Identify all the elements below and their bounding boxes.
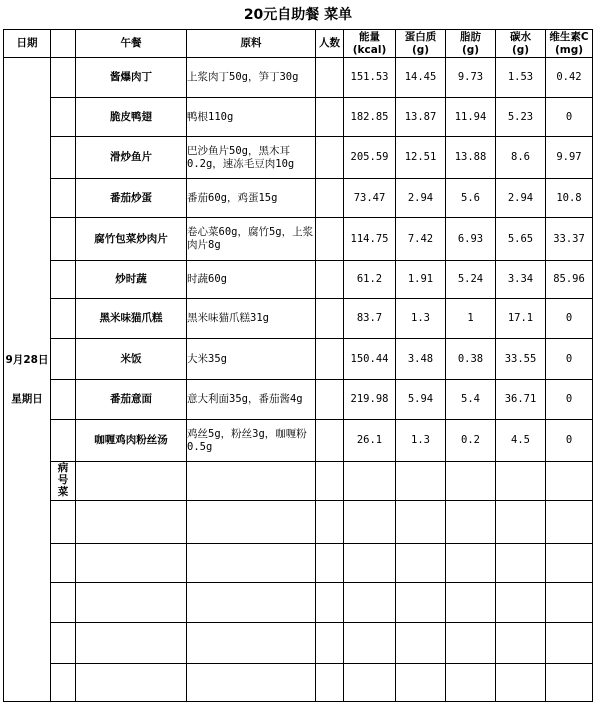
dish-carb: 3.34 xyxy=(496,261,546,299)
dish-protein: 3.48 xyxy=(396,339,446,380)
dish-protein: 12.51 xyxy=(396,137,446,179)
menu-title: 20元自助餐 菜单 xyxy=(243,7,353,23)
dish-ingredients: 黑米味猫爪糕31g xyxy=(187,299,316,339)
dish-carb xyxy=(496,501,546,544)
blank-cell xyxy=(51,137,76,179)
sick-menu-row xyxy=(4,623,593,664)
dish-protein xyxy=(396,583,446,623)
dish-energy: 114.75 xyxy=(344,218,396,261)
dish-energy: 26.1 xyxy=(344,420,396,462)
menu-row xyxy=(4,98,593,137)
dish-energy: 83.7 xyxy=(344,299,396,339)
dish-vitamin-c: 9.97 xyxy=(546,137,593,179)
dish-carb: 4.5 xyxy=(496,420,546,462)
dish-fat: 9.73 xyxy=(446,58,496,98)
blank-cell xyxy=(51,420,76,462)
blank-cell xyxy=(51,544,76,583)
dish-energy: 151.53 xyxy=(344,58,396,98)
dish-energy xyxy=(344,462,396,501)
dish-vitamin-c: 0 xyxy=(546,380,593,420)
dish-name xyxy=(76,664,187,702)
dish-people xyxy=(316,58,344,98)
dish-vitamin-c xyxy=(546,664,593,702)
dish-vitamin-c: 0 xyxy=(546,339,593,380)
dish-fat xyxy=(446,623,496,664)
dish-vitamin-c xyxy=(546,501,593,544)
dish-protein: 2.94 xyxy=(396,179,446,218)
sick-menu-row xyxy=(4,462,593,501)
dish-name xyxy=(76,462,187,501)
dish-protein: 7.42 xyxy=(396,218,446,261)
header-row xyxy=(4,30,593,58)
header-energy xyxy=(344,30,396,58)
header-carb-unit: (g) xyxy=(511,43,530,56)
dish-people xyxy=(316,664,344,702)
header-vitamin-c-unit: (mg) xyxy=(554,43,584,56)
menu-row xyxy=(4,420,593,462)
menu-table xyxy=(3,29,593,702)
header-protein xyxy=(396,30,446,58)
sick-label-char: 号 xyxy=(57,474,69,486)
blank-cell xyxy=(51,380,76,420)
blank-cell xyxy=(51,299,76,339)
blank-cell xyxy=(51,339,76,380)
dish-people xyxy=(316,98,344,137)
dish-energy: 219.98 xyxy=(344,380,396,420)
dish-carb xyxy=(496,462,546,501)
dish-fat: 5.6 xyxy=(446,179,496,218)
header-fat-name: 脂肪 xyxy=(460,30,481,43)
dish-vitamin-c: 10.8 xyxy=(546,179,593,218)
menu-row xyxy=(4,218,593,261)
blank-cell xyxy=(51,218,76,261)
dish-protein xyxy=(396,664,446,702)
dish-people xyxy=(316,339,344,380)
dish-ingredients: 巴沙鱼片50g，黑木耳0.2g，速冻毛豆肉10g xyxy=(187,137,316,179)
dish-protein: 13.87 xyxy=(396,98,446,137)
dish-name: 黑米味猫爪糕 xyxy=(76,299,187,339)
dish-fat: 1 xyxy=(446,299,496,339)
dish-ingredients: 上浆肉丁50g，笋丁30g xyxy=(187,58,316,98)
dish-carb: 36.71 xyxy=(496,380,546,420)
dish-carb: 5.23 xyxy=(496,98,546,137)
dish-vitamin-c xyxy=(546,544,593,583)
dish-people xyxy=(316,261,344,299)
dish-vitamin-c xyxy=(546,623,593,664)
dish-ingredients xyxy=(187,544,316,583)
dish-protein xyxy=(396,501,446,544)
dish-people xyxy=(316,501,344,544)
header-meal: 午餐 xyxy=(76,30,187,58)
dish-protein: 5.94 xyxy=(396,380,446,420)
dish-ingredients xyxy=(187,664,316,702)
dish-name: 米饭 xyxy=(76,339,187,380)
dish-fat: 0.38 xyxy=(446,339,496,380)
dish-fat xyxy=(446,583,496,623)
sick-menu-label xyxy=(51,462,76,501)
dish-people xyxy=(316,299,344,339)
dish-vitamin-c xyxy=(546,462,593,501)
dish-fat: 5.4 xyxy=(446,380,496,420)
dish-carb: 2.94 xyxy=(496,179,546,218)
header-blank xyxy=(51,30,76,58)
dish-protein: 1.3 xyxy=(396,420,446,462)
dish-name: 咖喱鸡肉粉丝汤 xyxy=(76,420,187,462)
blank-cell xyxy=(51,58,76,98)
blank-cell xyxy=(51,664,76,702)
dish-vitamin-c: 0 xyxy=(546,98,593,137)
dish-carb: 33.55 xyxy=(496,339,546,380)
dish-ingredients: 卷心菜60g，腐竹5g，上浆肉片8g xyxy=(187,218,316,261)
dish-carb: 1.53 xyxy=(496,58,546,98)
menu-row xyxy=(4,179,593,218)
dish-energy: 182.85 xyxy=(344,98,396,137)
dish-carb xyxy=(496,544,546,583)
dish-name: 滑炒鱼片 xyxy=(76,137,187,179)
dish-vitamin-c xyxy=(546,583,593,623)
date-cell xyxy=(4,58,51,702)
header-date: 日期 xyxy=(4,30,51,58)
sick-menu-row xyxy=(4,544,593,583)
sick-label-char: 病 xyxy=(57,462,69,474)
dish-energy xyxy=(344,664,396,702)
dish-people xyxy=(316,218,344,261)
dish-name: 酱爆肉丁 xyxy=(76,58,187,98)
dish-fat xyxy=(446,664,496,702)
dish-ingredients: 大米35g xyxy=(187,339,316,380)
dish-name xyxy=(76,544,187,583)
dish-name xyxy=(76,501,187,544)
dish-vitamin-c: 0 xyxy=(546,299,593,339)
dish-fat: 0.2 xyxy=(446,420,496,462)
blank-cell xyxy=(51,623,76,664)
dish-people xyxy=(316,623,344,664)
blank-cell xyxy=(51,98,76,137)
dish-carb xyxy=(496,583,546,623)
header-fat xyxy=(446,30,496,58)
dish-fat: 11.94 xyxy=(446,98,496,137)
dish-ingredients: 时蔬60g xyxy=(187,261,316,299)
header-fat-unit: (g) xyxy=(461,43,480,56)
header-people: 人数 xyxy=(316,30,344,58)
header-protein-name: 蛋白质 xyxy=(404,30,437,43)
dish-protein xyxy=(396,623,446,664)
dish-protein: 14.45 xyxy=(396,58,446,98)
dish-people xyxy=(316,462,344,501)
blank-cell xyxy=(51,261,76,299)
blank-cell xyxy=(51,179,76,218)
header-ingredients: 原料 xyxy=(187,30,316,58)
dish-vitamin-c: 33.37 xyxy=(546,218,593,261)
header-carb-name: 碳水 xyxy=(510,30,531,43)
dish-energy xyxy=(344,583,396,623)
menu-row xyxy=(4,261,593,299)
blank-cell xyxy=(51,501,76,544)
dish-energy: 150.44 xyxy=(344,339,396,380)
dish-fat: 13.88 xyxy=(446,137,496,179)
menu-row xyxy=(4,137,593,179)
dish-vitamin-c: 0 xyxy=(546,420,593,462)
header-energy-unit: (kcal) xyxy=(352,43,387,56)
dish-carb: 8.6 xyxy=(496,137,546,179)
dish-energy xyxy=(344,544,396,583)
dish-carb: 5.65 xyxy=(496,218,546,261)
dish-energy: 61.2 xyxy=(344,261,396,299)
menu-row xyxy=(4,339,593,380)
dish-carb: 17.1 xyxy=(496,299,546,339)
dish-name: 番茄炒蛋 xyxy=(76,179,187,218)
dish-name: 脆皮鸭翅 xyxy=(76,98,187,137)
dish-people xyxy=(316,179,344,218)
dish-people xyxy=(316,380,344,420)
dish-vitamin-c: 0.42 xyxy=(546,58,593,98)
dish-people xyxy=(316,420,344,462)
menu-row xyxy=(4,58,593,98)
dish-protein: 1.91 xyxy=(396,261,446,299)
dish-people xyxy=(316,583,344,623)
menu-row xyxy=(4,380,593,420)
blank-cell xyxy=(51,583,76,623)
dish-energy: 73.47 xyxy=(344,179,396,218)
dish-protein: 1.3 xyxy=(396,299,446,339)
dish-name xyxy=(76,623,187,664)
dish-ingredients xyxy=(187,501,316,544)
sick-menu-row xyxy=(4,583,593,623)
dish-fat xyxy=(446,501,496,544)
dish-ingredients: 番茄60g，鸡蛋15g xyxy=(187,179,316,218)
dish-energy xyxy=(344,501,396,544)
dish-fat: 6.93 xyxy=(446,218,496,261)
dish-name: 炒时蔬 xyxy=(76,261,187,299)
dish-protein xyxy=(396,462,446,501)
sick-menu-row xyxy=(4,664,593,702)
dish-people xyxy=(316,544,344,583)
dish-name: 番茄意面 xyxy=(76,380,187,420)
dish-carb xyxy=(496,664,546,702)
date-day: 9月28日 xyxy=(5,353,49,366)
dish-name: 腐竹包菜炒肉片 xyxy=(76,218,187,261)
dish-carb xyxy=(496,623,546,664)
dish-ingredients xyxy=(187,623,316,664)
sick-menu-row xyxy=(4,501,593,544)
dish-name xyxy=(76,583,187,623)
dish-fat xyxy=(446,544,496,583)
date-weekday: 星期日 xyxy=(11,392,43,405)
dish-ingredients xyxy=(187,462,316,501)
dish-fat: 5.24 xyxy=(446,261,496,299)
header-energy-name: 能量 xyxy=(359,30,380,43)
dish-ingredients: 鸡丝5g，粉丝3g，咖喱粉0.5g xyxy=(187,420,316,462)
header-vitamin-c-name: 维生素C xyxy=(549,30,589,43)
dish-vitamin-c: 85.96 xyxy=(546,261,593,299)
dish-ingredients: 意大利面35g，番茄酱4g xyxy=(187,380,316,420)
menu-row xyxy=(4,299,593,339)
header-vitamin-c xyxy=(546,30,593,58)
dish-energy: 205.59 xyxy=(344,137,396,179)
dish-ingredients: 鸭根110g xyxy=(187,98,316,137)
dish-people xyxy=(316,137,344,179)
header-carb xyxy=(496,30,546,58)
dish-ingredients xyxy=(187,583,316,623)
dish-protein xyxy=(396,544,446,583)
dish-energy xyxy=(344,623,396,664)
sick-label-char: 菜 xyxy=(57,486,69,498)
header-protein-unit: (g) xyxy=(411,43,430,56)
dish-fat xyxy=(446,462,496,501)
